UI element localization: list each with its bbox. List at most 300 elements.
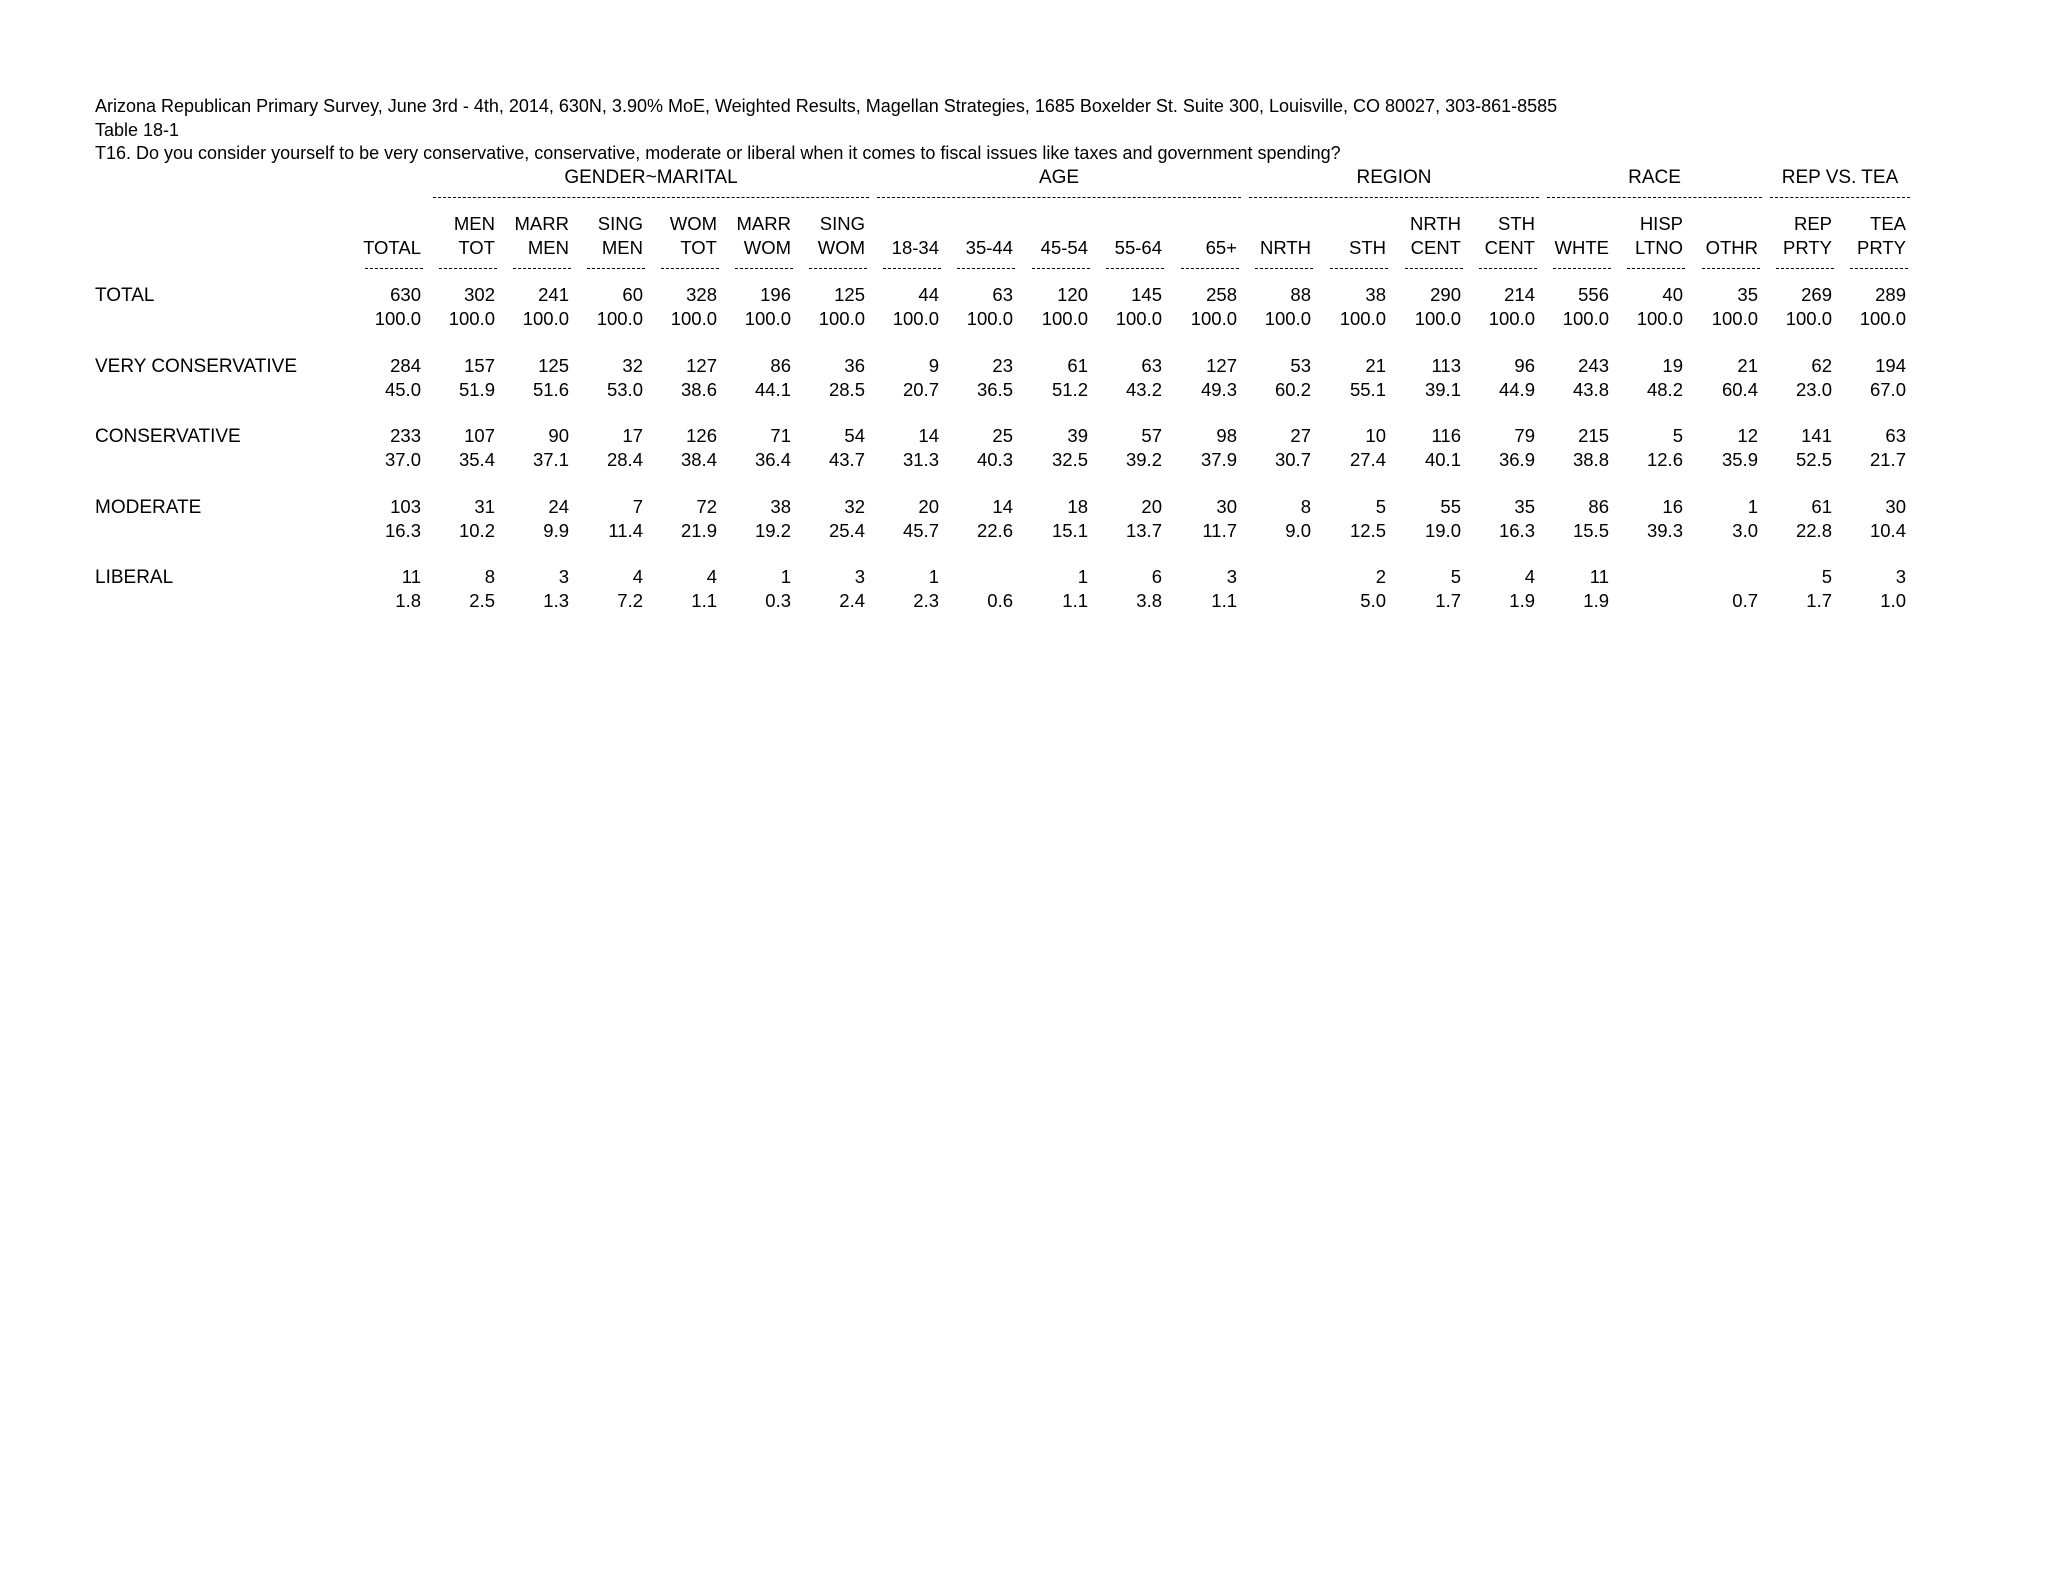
percent-cell: 60.4 bbox=[1721, 379, 1758, 400]
column-rule bbox=[809, 268, 867, 269]
percent-cell: 23.0 bbox=[1795, 379, 1832, 400]
percent-cell: 15.1 bbox=[1051, 520, 1088, 541]
column-header-line: CENT bbox=[1410, 237, 1461, 258]
percent-cell: 100.0 bbox=[1041, 308, 1088, 329]
percent-cell: 1.7 bbox=[1435, 590, 1461, 611]
count-cell: 5 bbox=[1672, 425, 1683, 446]
column-header-line: TOT bbox=[458, 237, 495, 258]
column-header bbox=[1684, 212, 1758, 260]
percent-cell: 1.0 bbox=[1880, 590, 1906, 611]
percent-cell: 19.0 bbox=[1424, 520, 1461, 541]
count-cell: 328 bbox=[686, 284, 717, 305]
row-label: MODERATE bbox=[95, 497, 202, 518]
percent-cell: 37.9 bbox=[1200, 449, 1237, 470]
column-header bbox=[347, 212, 421, 260]
count-cell: 3 bbox=[854, 566, 865, 587]
count-cell: 88 bbox=[1290, 284, 1311, 305]
count-cell: 36 bbox=[844, 355, 865, 376]
column-header bbox=[1163, 212, 1237, 260]
column-rule bbox=[735, 268, 793, 269]
count-cell: 79 bbox=[1514, 425, 1535, 446]
count-cell: 71 bbox=[770, 425, 791, 446]
column-header-line: STH bbox=[1349, 237, 1386, 258]
column-header bbox=[495, 212, 569, 260]
percent-cell: 38.6 bbox=[680, 379, 717, 400]
column-header-line: MEN bbox=[453, 213, 495, 234]
percent-cell: 12.6 bbox=[1646, 449, 1683, 470]
column-header-line: PRTY bbox=[1782, 237, 1832, 258]
table-id: Table 18-1 bbox=[95, 120, 180, 140]
group-rule bbox=[1547, 197, 1762, 198]
percent-cell: 19.2 bbox=[754, 520, 791, 541]
percent-cell: 3.8 bbox=[1136, 590, 1162, 611]
count-cell: 31 bbox=[474, 496, 495, 517]
column-header-line: TEA bbox=[1870, 213, 1906, 234]
percent-cell: 5.0 bbox=[1360, 590, 1386, 611]
percent-cell: 36.5 bbox=[976, 379, 1013, 400]
percent-cell: 12.5 bbox=[1349, 520, 1386, 541]
count-cell: 61 bbox=[1067, 355, 1088, 376]
percent-cell: 48.2 bbox=[1646, 379, 1683, 400]
count-cell: 243 bbox=[1578, 355, 1609, 376]
percent-cell: 1.9 bbox=[1583, 590, 1609, 611]
percent-cell: 28.5 bbox=[828, 379, 865, 400]
column-header-line bbox=[939, 212, 1013, 236]
count-cell: 145 bbox=[1131, 284, 1162, 305]
column-header-line: OTHR bbox=[1705, 237, 1758, 258]
count-cell: 16 bbox=[1662, 496, 1683, 517]
count-cell: 96 bbox=[1514, 355, 1535, 376]
count-cell: 290 bbox=[1430, 284, 1461, 305]
count-cell: 3 bbox=[1226, 566, 1237, 587]
count-cell: 17 bbox=[622, 425, 643, 446]
percent-cell: 20.7 bbox=[902, 379, 939, 400]
percent-cell: 40.3 bbox=[976, 449, 1013, 470]
percent-cell: 60.2 bbox=[1274, 379, 1311, 400]
percent-cell: 32.5 bbox=[1051, 449, 1088, 470]
percent-cell: 1.9 bbox=[1509, 590, 1535, 611]
percent-cell: 53.0 bbox=[606, 379, 643, 400]
count-cell: 55 bbox=[1440, 496, 1461, 517]
percent-cell: 38.8 bbox=[1572, 449, 1609, 470]
percent-cell: 1.1 bbox=[691, 590, 717, 611]
column-rule bbox=[1627, 268, 1685, 269]
column-header-line: MEN bbox=[527, 237, 569, 258]
column-header-line bbox=[1014, 212, 1088, 236]
column-header bbox=[421, 212, 495, 260]
column-rule bbox=[1405, 268, 1463, 269]
count-cell: 24 bbox=[548, 496, 569, 517]
group-label: RACE bbox=[1628, 167, 1681, 188]
group-rule bbox=[1770, 197, 1910, 198]
count-cell: 269 bbox=[1801, 284, 1832, 305]
percent-cell: 43.7 bbox=[828, 449, 865, 470]
column-header bbox=[717, 212, 791, 260]
column-header-line: LTNO bbox=[1635, 237, 1683, 258]
count-cell: 289 bbox=[1875, 284, 1906, 305]
count-cell: 3 bbox=[558, 566, 569, 587]
column-header-line: MARR bbox=[514, 213, 569, 234]
count-cell: 63 bbox=[992, 284, 1013, 305]
column-header-line: 55-64 bbox=[1114, 237, 1162, 258]
count-cell: 86 bbox=[770, 355, 791, 376]
percent-cell: 2.4 bbox=[839, 590, 865, 611]
row-label: CONSERVATIVE bbox=[95, 426, 241, 447]
count-cell: 1 bbox=[780, 566, 791, 587]
count-cell: 127 bbox=[686, 355, 717, 376]
percent-cell: 1.8 bbox=[395, 590, 421, 611]
percent-cell: 36.4 bbox=[754, 449, 791, 470]
percent-cell: 100.0 bbox=[1414, 308, 1461, 329]
column-header-line: TOT bbox=[680, 237, 717, 258]
group-rule bbox=[1249, 197, 1539, 198]
count-cell: 1 bbox=[928, 566, 939, 587]
percent-cell: 1.1 bbox=[1211, 590, 1237, 611]
percent-cell: 51.2 bbox=[1051, 379, 1088, 400]
percent-cell: 31.3 bbox=[902, 449, 939, 470]
percent-cell: 43.2 bbox=[1125, 379, 1162, 400]
percent-cell: 7.2 bbox=[617, 590, 643, 611]
column-rule bbox=[1479, 268, 1537, 269]
percent-cell: 100.0 bbox=[1711, 308, 1758, 329]
count-cell: 39 bbox=[1067, 425, 1088, 446]
column-rule bbox=[1776, 268, 1834, 269]
count-cell: 127 bbox=[1206, 355, 1237, 376]
question-text: T16. Do you consider yourself to be very conservative, conservative, moderate or liberal when it comes to fiscal issues like taxes and government spending? bbox=[95, 143, 1341, 163]
survey-title: Arizona Republican Primary Survey, June 3rd - 4th, 2014, 630N, 3.90% MoE, Weighted Results, Magellan Strategies, 1685 Boxelder St. Suite 300, Louisville, CO 80027, 303-861-8585 bbox=[95, 96, 1558, 116]
column-rule bbox=[883, 268, 941, 269]
column-header-line: MARR bbox=[736, 213, 791, 234]
percent-cell: 100.0 bbox=[1264, 308, 1311, 329]
count-cell: 14 bbox=[992, 496, 1013, 517]
count-cell: 90 bbox=[548, 425, 569, 446]
column-rule bbox=[513, 268, 571, 269]
column-header-line: WOM bbox=[743, 237, 791, 258]
percent-cell: 2.5 bbox=[469, 590, 495, 611]
count-cell: 40 bbox=[1662, 284, 1683, 305]
count-cell: 103 bbox=[390, 496, 421, 517]
count-cell: 8 bbox=[1300, 496, 1311, 517]
percent-cell: 21.7 bbox=[1869, 449, 1906, 470]
percent-cell: 100.0 bbox=[448, 308, 495, 329]
percent-cell: 52.5 bbox=[1795, 449, 1832, 470]
row-label: TOTAL bbox=[95, 285, 155, 306]
percent-cell: 1.1 bbox=[1062, 590, 1088, 611]
count-cell: 302 bbox=[464, 284, 495, 305]
count-cell: 18 bbox=[1067, 496, 1088, 517]
percent-cell: 44.1 bbox=[754, 379, 791, 400]
percent-cell: 100.0 bbox=[374, 308, 421, 329]
count-cell: 2 bbox=[1375, 566, 1386, 587]
percent-cell: 0.7 bbox=[1732, 590, 1758, 611]
percent-cell: 55.1 bbox=[1349, 379, 1386, 400]
column-header bbox=[1758, 212, 1832, 260]
percent-cell: 100.0 bbox=[1339, 308, 1386, 329]
count-cell: 125 bbox=[834, 284, 865, 305]
column-header bbox=[643, 212, 717, 260]
percent-cell: 45.0 bbox=[384, 379, 421, 400]
count-cell: 5 bbox=[1375, 496, 1386, 517]
count-cell: 54 bbox=[844, 425, 865, 446]
column-header bbox=[1609, 212, 1683, 260]
count-cell: 98 bbox=[1216, 425, 1237, 446]
count-cell: 241 bbox=[538, 284, 569, 305]
column-header bbox=[1312, 212, 1386, 260]
column-rule bbox=[1032, 268, 1090, 269]
count-cell: 113 bbox=[1431, 355, 1461, 376]
percent-cell: 15.5 bbox=[1572, 520, 1609, 541]
count-cell: 4 bbox=[1524, 566, 1535, 587]
column-rule bbox=[661, 268, 719, 269]
percent-cell: 10.2 bbox=[458, 520, 495, 541]
count-cell: 7 bbox=[632, 496, 643, 517]
percent-cell: 22.8 bbox=[1795, 520, 1832, 541]
count-cell: 53 bbox=[1290, 355, 1311, 376]
count-cell: 57 bbox=[1141, 425, 1162, 446]
percent-cell: 39.3 bbox=[1646, 520, 1683, 541]
percent-cell: 43.8 bbox=[1572, 379, 1609, 400]
column-rule bbox=[1181, 268, 1239, 269]
percent-cell: 35.9 bbox=[1721, 449, 1758, 470]
column-header-line: REP bbox=[1793, 213, 1832, 234]
count-cell: 214 bbox=[1504, 284, 1535, 305]
count-cell: 23 bbox=[992, 355, 1013, 376]
column-rule bbox=[587, 268, 645, 269]
count-cell: 60 bbox=[622, 284, 643, 305]
column-header-line bbox=[1163, 212, 1237, 236]
column-header-line: MEN bbox=[601, 237, 643, 258]
count-cell: 5 bbox=[1821, 566, 1832, 587]
column-header-line bbox=[1684, 212, 1758, 236]
count-cell: 35 bbox=[1737, 284, 1758, 305]
group-label: GENDER~MARITAL bbox=[564, 167, 738, 188]
percent-cell: 100.0 bbox=[670, 308, 717, 329]
count-cell: 1 bbox=[1747, 496, 1758, 517]
column-rule bbox=[1255, 268, 1313, 269]
group-label: AGE bbox=[1038, 167, 1080, 188]
count-cell: 27 bbox=[1290, 425, 1311, 446]
count-cell: 30 bbox=[1885, 496, 1906, 517]
percent-cell: 11.4 bbox=[608, 520, 643, 541]
count-cell: 141 bbox=[1801, 425, 1832, 446]
count-cell: 126 bbox=[686, 425, 717, 446]
column-header-line: WHTE bbox=[1554, 237, 1609, 258]
count-cell: 157 bbox=[464, 355, 495, 376]
column-header-line: 35-44 bbox=[965, 237, 1013, 258]
column-header-line: NRTH bbox=[1259, 237, 1311, 258]
column-rule bbox=[957, 268, 1015, 269]
column-header-line: PRTY bbox=[1856, 237, 1906, 258]
column-header-line: SING bbox=[819, 213, 865, 234]
percent-cell: 100.0 bbox=[1562, 308, 1609, 329]
percent-cell: 45.7 bbox=[902, 520, 939, 541]
percent-cell: 11.7 bbox=[1202, 520, 1237, 541]
column-header-line: 65+ bbox=[1205, 237, 1237, 258]
percent-cell: 16.3 bbox=[1498, 520, 1535, 541]
count-cell: 8 bbox=[484, 566, 495, 587]
count-cell: 1 bbox=[1077, 566, 1088, 587]
percent-cell: 30.7 bbox=[1274, 449, 1311, 470]
column-header bbox=[1535, 212, 1609, 260]
count-cell: 19 bbox=[1662, 355, 1683, 376]
percent-cell: 10.4 bbox=[1869, 520, 1906, 541]
count-cell: 30 bbox=[1216, 496, 1237, 517]
column-header bbox=[1088, 212, 1162, 260]
count-cell: 215 bbox=[1578, 425, 1609, 446]
percent-cell: 39.1 bbox=[1424, 379, 1461, 400]
percent-cell: 13.7 bbox=[1125, 520, 1162, 541]
column-header bbox=[1237, 212, 1311, 260]
percent-cell: 35.4 bbox=[458, 449, 495, 470]
count-cell: 4 bbox=[706, 566, 717, 587]
group-rule bbox=[877, 197, 1241, 198]
count-cell: 630 bbox=[390, 284, 421, 305]
count-cell: 258 bbox=[1206, 284, 1237, 305]
count-cell: 21 bbox=[1365, 355, 1386, 376]
row-label: VERY CONSERVATIVE bbox=[95, 356, 298, 377]
count-cell: 10 bbox=[1365, 425, 1386, 446]
row-label: LIBERAL bbox=[95, 567, 174, 588]
column-header bbox=[791, 212, 865, 260]
count-cell: 6 bbox=[1151, 566, 1162, 587]
percent-cell: 27.4 bbox=[1349, 449, 1386, 470]
percent-cell: 67.0 bbox=[1869, 379, 1906, 400]
count-cell: 11 bbox=[401, 566, 421, 587]
percent-cell: 3.0 bbox=[1732, 520, 1758, 541]
column-rule bbox=[1850, 268, 1908, 269]
column-header-line bbox=[1312, 212, 1386, 236]
percent-cell: 1.7 bbox=[1806, 590, 1832, 611]
column-header bbox=[1461, 212, 1535, 260]
percent-cell: 38.4 bbox=[680, 449, 717, 470]
percent-cell: 100.0 bbox=[892, 308, 939, 329]
column-rule bbox=[1702, 268, 1760, 269]
percent-cell: 36.9 bbox=[1498, 449, 1535, 470]
percent-cell: 9.9 bbox=[543, 520, 569, 541]
column-header-line: SING bbox=[597, 213, 643, 234]
count-cell: 9 bbox=[928, 355, 939, 376]
percent-cell: 21.9 bbox=[680, 520, 717, 541]
count-cell: 35 bbox=[1514, 496, 1535, 517]
column-header-line bbox=[1535, 212, 1609, 236]
count-cell: 38 bbox=[770, 496, 791, 517]
column-header bbox=[865, 212, 939, 260]
count-cell: 3 bbox=[1895, 566, 1906, 587]
percent-cell: 44.9 bbox=[1498, 379, 1535, 400]
count-cell: 63 bbox=[1141, 355, 1162, 376]
count-cell: 20 bbox=[918, 496, 939, 517]
column-header-line bbox=[1088, 212, 1162, 236]
percent-cell: 100.0 bbox=[596, 308, 643, 329]
percent-cell: 1.3 bbox=[543, 590, 569, 611]
count-cell: 556 bbox=[1578, 284, 1609, 305]
percent-cell: 100.0 bbox=[1115, 308, 1162, 329]
count-cell: 125 bbox=[538, 355, 569, 376]
percent-cell: 51.9 bbox=[458, 379, 495, 400]
count-cell: 25 bbox=[992, 425, 1013, 446]
percent-cell: 100.0 bbox=[744, 308, 791, 329]
column-header-line: TOTAL bbox=[363, 237, 421, 258]
percent-cell: 100.0 bbox=[1859, 308, 1906, 329]
count-cell: 63 bbox=[1885, 425, 1906, 446]
column-rule bbox=[1106, 268, 1164, 269]
column-header bbox=[569, 212, 643, 260]
count-cell: 107 bbox=[464, 425, 495, 446]
count-cell: 194 bbox=[1875, 355, 1906, 376]
count-cell: 4 bbox=[632, 566, 643, 587]
count-cell: 62 bbox=[1811, 355, 1832, 376]
percent-cell: 28.4 bbox=[606, 449, 643, 470]
percent-cell: 2.3 bbox=[913, 590, 939, 611]
column-header-line: CENT bbox=[1484, 237, 1535, 258]
count-cell: 14 bbox=[918, 425, 939, 446]
count-cell: 196 bbox=[760, 284, 791, 305]
column-header-line: NRTH bbox=[1409, 213, 1461, 234]
percent-cell: 51.6 bbox=[532, 379, 569, 400]
column-header-line: 18-34 bbox=[891, 237, 939, 258]
column-rule bbox=[1553, 268, 1611, 269]
column-header-line: HISP bbox=[1639, 213, 1683, 234]
count-cell: 5 bbox=[1450, 566, 1461, 587]
count-cell: 72 bbox=[696, 496, 717, 517]
count-cell: 20 bbox=[1141, 496, 1162, 517]
group-label: REP VS. TEA bbox=[1781, 167, 1899, 188]
percent-cell: 37.1 bbox=[532, 449, 569, 470]
count-cell: 44 bbox=[918, 284, 939, 305]
group-label: REGION bbox=[1356, 167, 1432, 188]
percent-cell: 40.1 bbox=[1424, 449, 1461, 470]
percent-cell: 49.3 bbox=[1200, 379, 1237, 400]
column-header-line bbox=[1237, 212, 1311, 236]
percent-cell: 0.6 bbox=[987, 590, 1013, 611]
column-header-line: 45-54 bbox=[1040, 237, 1088, 258]
percent-cell: 9.0 bbox=[1285, 520, 1311, 541]
percent-cell: 100.0 bbox=[1488, 308, 1535, 329]
count-cell: 32 bbox=[844, 496, 865, 517]
count-cell: 120 bbox=[1057, 284, 1088, 305]
count-cell: 32 bbox=[622, 355, 643, 376]
percent-cell: 16.3 bbox=[384, 520, 421, 541]
column-header bbox=[1832, 212, 1906, 260]
percent-cell: 0.3 bbox=[765, 590, 791, 611]
count-cell: 284 bbox=[390, 355, 421, 376]
percent-cell: 25.4 bbox=[828, 520, 865, 541]
percent-cell: 100.0 bbox=[1636, 308, 1683, 329]
percent-cell: 39.2 bbox=[1125, 449, 1162, 470]
column-header bbox=[1387, 212, 1461, 260]
count-cell: 86 bbox=[1588, 496, 1609, 517]
percent-cell: 100.0 bbox=[1190, 308, 1237, 329]
count-cell: 11 bbox=[1589, 566, 1609, 587]
count-cell: 61 bbox=[1811, 496, 1832, 517]
count-cell: 116 bbox=[1431, 425, 1461, 446]
column-rule bbox=[1330, 268, 1388, 269]
column-header-line: WOM bbox=[669, 213, 717, 234]
percent-cell: 100.0 bbox=[522, 308, 569, 329]
percent-cell: 37.0 bbox=[384, 449, 421, 470]
percent-cell: 22.6 bbox=[976, 520, 1013, 541]
column-rule bbox=[439, 268, 497, 269]
column-header-line: STH bbox=[1498, 213, 1535, 234]
column-header bbox=[1014, 212, 1088, 260]
column-header-line bbox=[347, 212, 421, 236]
count-cell: 21 bbox=[1737, 355, 1758, 376]
column-header bbox=[939, 212, 1013, 260]
percent-cell: 100.0 bbox=[818, 308, 865, 329]
column-rule bbox=[365, 268, 423, 269]
percent-cell: 100.0 bbox=[1785, 308, 1832, 329]
percent-cell: 100.0 bbox=[966, 308, 1013, 329]
